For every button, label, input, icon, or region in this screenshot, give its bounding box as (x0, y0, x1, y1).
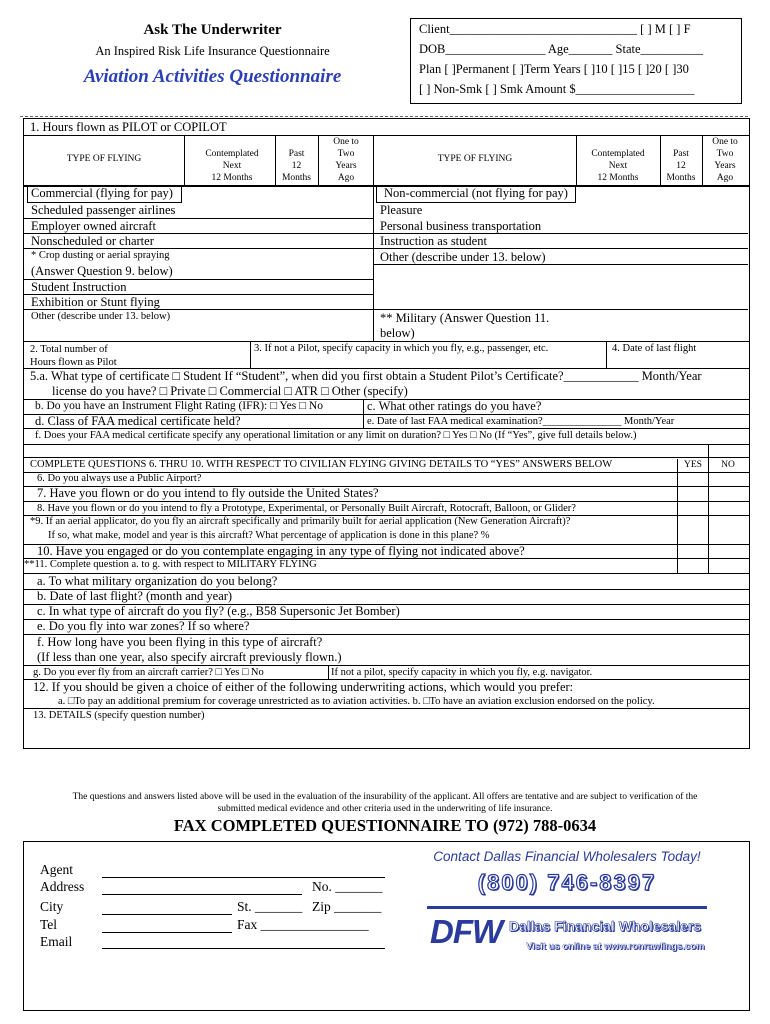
form-title: Aviation Activities Questionnaire (83, 66, 342, 87)
rule (660, 135, 661, 185)
rule (23, 444, 749, 445)
zip-field[interactable]: Zip _______ (312, 899, 382, 914)
rule (606, 341, 607, 368)
rule (708, 444, 709, 459)
q12-underwriting-choice: 12. If you should be given a choice of either of the following underwriting actions, which would you prefer: (33, 680, 574, 694)
q6-public-airport: 6. Do you always use a Public Airport? (37, 473, 202, 484)
q11c-aircraft-type: c. In what type of aircraft do you fly? (e.g., B58 Supersonic Jet Bomber) (37, 604, 400, 618)
rule (23, 501, 749, 502)
q5d-medical-class: d. Class of FAA medical certificate held? (35, 414, 241, 428)
header-divider (20, 116, 748, 117)
col-label: 12 (676, 161, 686, 171)
email-label: Email (40, 934, 73, 949)
q2-line: 2. Total number of (30, 344, 108, 355)
q11g-aircraft-carrier[interactable]: g. Do you ever fly from an aircraft carrier? □ Yes □ No (33, 667, 264, 678)
contemplated-header-left (190, 148, 274, 184)
row-exhibition: Exhibition or Stunt flying (31, 295, 160, 309)
row-personal-business: Personal business transportation (380, 219, 542, 233)
q5e-medical-date[interactable]: e. Date of last FAA medical examination?_______________ Month/Year (367, 416, 675, 427)
address-no-field[interactable]: No. _______ (312, 879, 383, 894)
no-column-header: NO (721, 460, 735, 470)
col-label: Contemplated (591, 149, 645, 159)
row-instruction-student: Instruction as student (380, 234, 487, 248)
col-label: Past (673, 149, 689, 159)
col-label: 12 (291, 161, 302, 171)
address-field[interactable] (102, 894, 302, 895)
dfw-website[interactable]: Visit us online at www.ronrawlings.com (526, 941, 705, 952)
q11b-last-flight: b. Date of last flight? (month and year) (37, 589, 233, 603)
col-label: One to (712, 137, 738, 147)
rule (708, 459, 709, 573)
dfw-company-name: Dallas Financial Wholesalers (509, 918, 702, 934)
fax-instruction: FAX COMPLETED QUESTIONNAIRE TO (972) 788-0634 (173, 816, 597, 835)
col-label: Next (608, 161, 628, 171)
past-header-right (661, 148, 701, 184)
contemplated-header-right (576, 148, 660, 184)
rule (373, 135, 374, 341)
rule (318, 135, 319, 185)
rule (702, 135, 703, 185)
q9-aerial-applicator: *9. If an aerial applicator, do you fly an aircraft specifically and primarily built for aerial application (New Generation Aircraft)? (30, 516, 571, 527)
rule (23, 341, 749, 342)
dfw-divider (427, 906, 707, 909)
col-label: One to (333, 137, 359, 147)
rule (23, 428, 749, 429)
yes-column-header: YES (684, 460, 702, 470)
plan-line[interactable]: Plan [ ]Permanent [ ]Term Years [ ]10 [ ]15 [ ]20 [ ]30 (419, 62, 689, 76)
q9-make-model[interactable]: If so, what make, model and year is this aircraft? What percentage of application is done in this plane? % (48, 530, 490, 541)
client-line[interactable]: Client______________________________ [ ] M [ ] F (419, 22, 691, 36)
q2-total-hours (30, 343, 117, 369)
row-answer-q9: (Answer Question 9. below) (31, 264, 173, 278)
q7-outside-us: 7. Have you flown or do you intend to fly outside the United States? (37, 486, 379, 500)
rule (328, 665, 329, 679)
past-header-left (275, 148, 318, 184)
questionnaire-subtitle: An Inspired Risk Life Insurance Questionnaire (95, 44, 330, 58)
oneto-header-right (702, 136, 748, 184)
rule (23, 135, 749, 136)
dfw-contact: Contact Dallas Financial Wholesalers Today! (433, 849, 701, 864)
fax-field[interactable]: Fax ________________ (237, 917, 369, 932)
rule (677, 459, 678, 573)
q11f-previous-aircraft: (If less than one year, also specify aircraft previously flown.) (37, 650, 342, 664)
row-commercial: Commercial (flying for pay) (31, 186, 173, 200)
col-label: Contemplated (205, 149, 259, 159)
col-label: Years (714, 161, 736, 171)
disclaimer-line2: submitted medical evidence and other criteria used in the underwriting of life insurance. (217, 804, 553, 814)
q4-last-flight: 4. Date of last flight (612, 343, 697, 354)
rule (23, 457, 749, 458)
questionnaire-heading: Ask The Underwriter (143, 22, 282, 38)
section1-heading: 1. Hours flown as PILOT or COPILOT (30, 120, 227, 134)
q12-options[interactable]: a. □To pay an additional premium for coverage unrestricted as to aviation activities. b. □To have an aviation exclusion endorsed on the policy. (58, 696, 655, 707)
dob-line[interactable]: DOB________________ Age_______ State__________ (419, 42, 704, 56)
q11e-war-zones: e. Do you fly into war zones? If so where? (37, 619, 250, 633)
state-field[interactable]: St. _______ (237, 899, 303, 914)
row-employer: Employer owned aircraft (31, 219, 156, 233)
col-label: 12 Months (597, 173, 639, 183)
rule (184, 135, 185, 185)
rule (23, 665, 749, 666)
q5c-other-ratings: c. What other ratings do you have? (367, 399, 542, 413)
col-label: Past (288, 149, 305, 159)
row-military: ** Military (Answer Question 11. (380, 311, 550, 325)
q11g-capacity: If not a pilot, specify capacity in which you fly, e.g. navigator. (331, 667, 593, 678)
dfw-phone: (800) 746-8397 (477, 870, 657, 895)
col-label: Two (337, 149, 355, 159)
row-nonscheduled: Nonscheduled or charter (31, 234, 154, 248)
row-crop-dusting: * Crop dusting or aerial spraying (31, 250, 170, 261)
city-label: City (40, 899, 64, 914)
row-other-left: Other (describe under 13. below) (31, 311, 171, 322)
row-military-cont: below) (380, 326, 415, 340)
row-student: Student Instruction (31, 280, 127, 294)
row-pleasure: Pleasure (380, 203, 423, 217)
email-field[interactable] (102, 948, 385, 949)
client-info-box (410, 18, 742, 104)
rule (576, 135, 577, 185)
col-label: Years (335, 161, 357, 171)
col-label: 12 Months (211, 173, 253, 183)
q5a-certificate-line2[interactable]: license do you have? □ Private □ Commercial □ ATR □ Other (specify) (52, 384, 408, 398)
q11-military-heading: **11. Complete question a. to g. with respect to MILITARY FLYING (24, 559, 317, 570)
q5b-ifr[interactable]: b. Do you have an Instrument Flight Rating (IFR): □ Yes □ No (35, 400, 323, 412)
col-label: Ago (337, 173, 355, 183)
q3-capacity: 3. If not a Pilot, specify capacity in which you fly, e.g., passenger, etc. (254, 343, 549, 354)
col-label: Two (716, 149, 734, 159)
rule (23, 708, 749, 709)
q13-details[interactable]: 13. DETAILS (specify question number) (33, 710, 205, 721)
col-label: Next (222, 161, 242, 171)
tel-label: Tel (40, 917, 58, 932)
disclaimer-line1: The questions and answers listed above will be used in the evaluation of the insurability of the applicant. All offers are tentative and are subject to verification of the (72, 792, 698, 802)
q8-prototype: 8. Have you flown or do you intend to fly a Prototype, Experimental, or Personally Built Aircraft, Rotocraft, Balloon, or Glider? (37, 503, 576, 514)
section6-heading: COMPLETE QUESTIONS 6. THRU 10. WITH RESPECT TO CIVILIAN FLYING GIVING DETAILS TO “YES” ANSWERS BELOW (30, 459, 613, 470)
tel-field[interactable] (102, 932, 232, 933)
rule (275, 135, 276, 185)
q11a-organization: a. To what military organization do you belong? (37, 574, 278, 588)
oneto-header-left (319, 136, 373, 184)
rule (250, 341, 251, 368)
agent-field[interactable] (102, 877, 385, 878)
rule (373, 309, 748, 310)
city-field[interactable] (102, 914, 232, 915)
col-label: Ago (716, 173, 734, 183)
dfw-logo: DFW (430, 913, 503, 950)
q11f-how-long: f. How long have you been flying in this type of aircraft? (37, 635, 323, 649)
type-of-flying-right-header: TYPE OF FLYING (437, 154, 513, 164)
row-other-right: Other (describe under 13. below) (380, 250, 546, 264)
address-label: Address (40, 879, 85, 894)
smoker-amount-line[interactable]: [ ] Non-Smk [ ] Smk Amount $___________________ (419, 82, 695, 96)
agent-label: Agent (40, 862, 73, 877)
type-of-flying-left-header: TYPE OF FLYING (66, 154, 142, 164)
row-noncommercial: Non-commercial (not flying for pay) (384, 186, 568, 200)
row-scheduled: Scheduled passenger airlines (31, 203, 176, 217)
q5a-certificate-line1[interactable]: 5.a. What type of certificate □ Student If “Student”, when did you first obtain a Student Pilot’s Certificate?____________ Month/Year (30, 369, 702, 383)
q2-line: Hours flown as Pilot (30, 357, 117, 368)
q10-other-flying: 10. Have you engaged or do you contemplate engaging in any type of flying not indicated above? (37, 544, 525, 558)
col-label: Months (281, 173, 312, 183)
q5f-limitations[interactable]: f. Does your FAA medical certificate specify any operational limitation or any limit on duration? □ Yes □ No (If “Yes”, give full details below.) (35, 430, 637, 441)
col-label: Months (666, 173, 696, 183)
